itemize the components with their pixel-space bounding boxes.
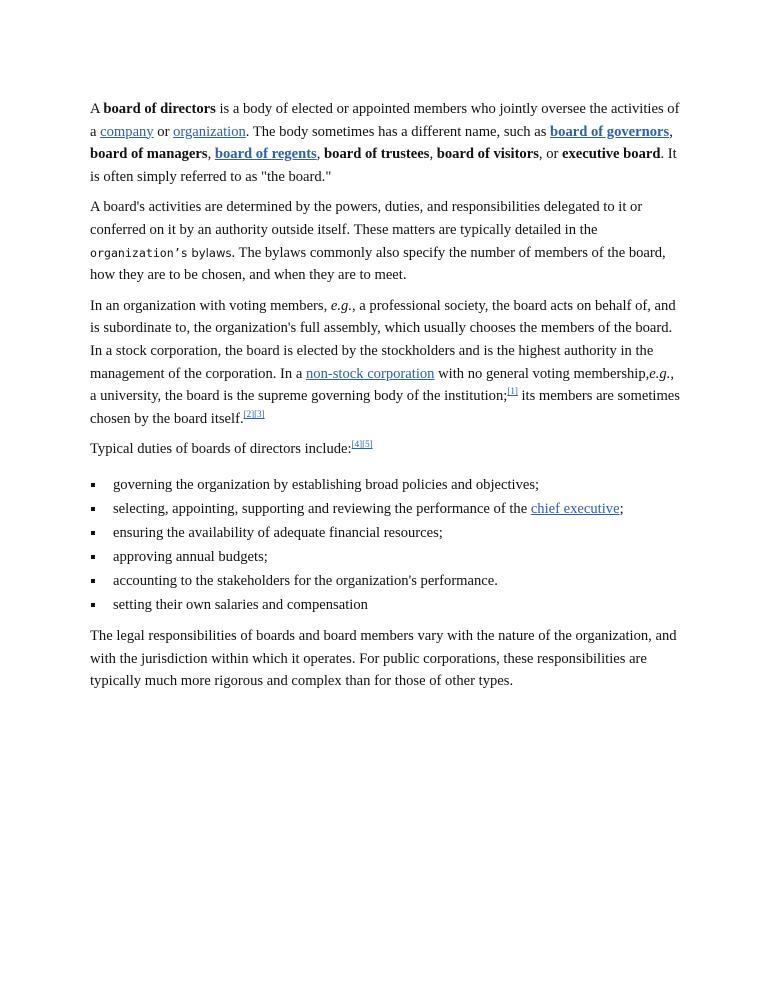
citation-4-5[interactable]: [4][5] bbox=[351, 439, 373, 450]
term-board-of-directors: board of directors bbox=[103, 101, 216, 117]
square-bullet-icon bbox=[91, 603, 95, 607]
link-board-of-governors[interactable]: board of governors bbox=[550, 123, 670, 140]
term-board-of-visitors: board of visitors bbox=[436, 146, 539, 163]
link-company[interactable]: company bbox=[100, 123, 154, 140]
duties-list bbox=[90, 473, 680, 617]
document-page bbox=[90, 98, 680, 701]
term-bylaws: bylaws bbox=[187, 245, 232, 260]
list-item: ensuring the availability of adequate financial resources; bbox=[90, 521, 680, 545]
intro-paragraph: A board of directors is a body of elected or appointed members who jointly oversee the activities of a company or organization. The body sometimes has a different name, such as board of governors, board of managers, board of regents, board of trustees, board of visitors, or executive board. It is often simply referred to as "the board." bbox=[90, 101, 680, 185]
list-item: governing the organization by establishing broad policies and objectives; bbox=[90, 473, 680, 497]
list-item: accounting to the stakeholders for the organization's performance. bbox=[90, 569, 680, 593]
link-chief-executive[interactable]: chief executive bbox=[530, 500, 620, 517]
link-non-stock-corporation[interactable]: non-stock corporation bbox=[306, 365, 435, 382]
term-executive-board: executive board bbox=[562, 146, 661, 163]
square-bullet-icon bbox=[91, 507, 95, 511]
citation-1[interactable]: [1] bbox=[507, 386, 518, 397]
square-bullet-icon bbox=[91, 555, 95, 559]
list-item: selecting, appointing, supporting and reviewing the performance of the chief executive; bbox=[90, 497, 680, 521]
square-bullet-icon bbox=[91, 579, 95, 583]
citation-2-3[interactable]: [2][3] bbox=[243, 408, 265, 419]
square-bullet-icon bbox=[91, 483, 95, 487]
legal-responsibilities-paragraph: The legal responsibilities of boards and board members vary with the nature of the organization, and with the jurisdiction within which it operates. For public corporations, these responsibilities are typically much more rigorous and complex than for those of other types. bbox=[90, 627, 677, 690]
link-board-of-regents[interactable]: board of regents bbox=[214, 146, 317, 163]
term-board-of-trustees: board of trustees bbox=[324, 146, 430, 163]
list-item: approving annual budgets; bbox=[90, 545, 680, 569]
list-item: setting their own salaries and compensation bbox=[90, 593, 680, 617]
activities-paragraph: A board's activities are determined by the powers, duties, and responsibilities delegated to it or conferred on it by an authority outside itself. These matters are typically detailed in the organization’s bylaws. The bylaws commonly also specify the number of members of the board, how they are to be chosen, and when they are to meet. bbox=[90, 199, 666, 284]
duties-intro: Typical duties of boards of directors include:[4][5] bbox=[90, 439, 373, 458]
term-board-of-managers: board of managers bbox=[90, 146, 208, 163]
term-organizations: organization’s bbox=[90, 245, 188, 260]
voting-members-paragraph: In an organization with voting members, e.g., a professional society, the board acts on behalf of, and is subordinate to, the organization's full assembly, which usually chooses the members of the board. In a stock corporation, the board is elected by the stockholders and is the highest authority in the management of the corporation. In a non-stock corporation with no general voting membership,e.g., a university, the board is the supreme governing body of the institution;[1] its members are sometimes chosen by the board itself.[2][3] bbox=[90, 297, 680, 427]
square-bullet-icon bbox=[91, 531, 95, 535]
link-organization[interactable]: organization bbox=[173, 123, 246, 140]
